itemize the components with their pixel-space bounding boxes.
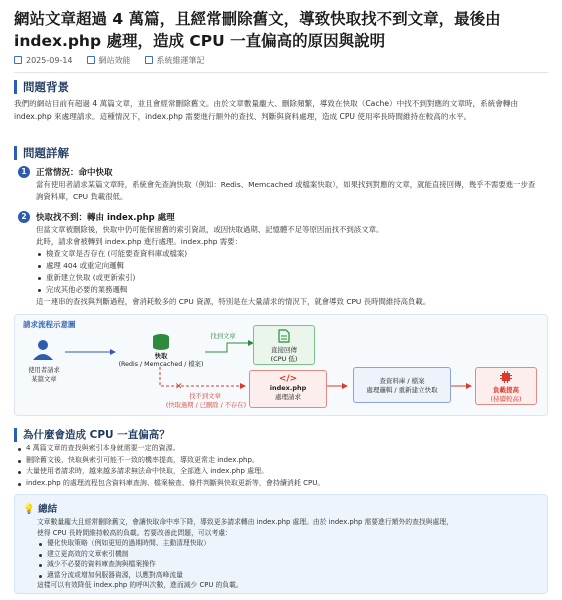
- direct-return-node: [253, 325, 315, 365]
- summary-heading: 總結: [38, 504, 58, 515]
- cpu-icon: [476, 371, 536, 386]
- summary-list: [37, 538, 537, 580]
- list-item: 檢查文章是否存在 (可能要查資料庫或檔案): [36, 248, 536, 260]
- section-background-heading: 問題背景: [14, 80, 69, 94]
- meta-tag[interactable]: 系統維運筆記: [145, 55, 205, 66]
- database-icon: [151, 333, 171, 351]
- cache-sublabel: (Redis / Memcached / 檔案): [118, 361, 204, 368]
- summary-box: [14, 494, 548, 594]
- list-item: 完成其他必要的業務邏輯: [36, 284, 536, 296]
- section-why-heading: 為什麼會造成 CPU 一直偏高？: [14, 428, 170, 442]
- step-2-title: 快取找不到：轉由 index.php 處理: [36, 213, 175, 223]
- load-label: 負載提高: [493, 386, 519, 394]
- direct-sublabel: (CPU 低): [270, 355, 298, 363]
- index-label: index.php: [269, 384, 307, 392]
- divider: [14, 72, 548, 73]
- found-label: 找到文章: [210, 333, 236, 340]
- list-item: 大量使用者請求時，越來越多請求無法命中快取，全部進入 index.php 處理。: [16, 466, 546, 478]
- list-item: 重新建立快取 (或更新索引): [36, 272, 536, 284]
- load-sublabel: (持續較高): [490, 395, 522, 403]
- database-process-node: [353, 367, 451, 403]
- step-number-1: 1: [18, 166, 30, 178]
- calendar-icon: [14, 56, 22, 64]
- list-item: 處理 404 或重定向邏輯: [36, 260, 536, 272]
- list-item: 建立更高效的文章索引機制: [37, 549, 537, 560]
- notfound-label: 找不到文章: [189, 393, 221, 400]
- request-flow-diagram: [14, 314, 548, 416]
- folder-icon: [87, 56, 95, 64]
- notfound-sublabel: (快取過期 / 已刪除 / 不存在): [165, 402, 247, 409]
- meta-category[interactable]: 網站效能: [87, 55, 131, 66]
- section-details-heading: 問題詳解: [14, 146, 69, 160]
- summary-text: 文章數量龐大且經常刪除舊文，會讓快取命中率下降，導致更多請求轉由 index.php 處理。由於 index.php 需要進行額外的查找與處理， 使得 CPU 長時間維持較高的負載。若要改善此問題，可以考慮： 優化快取策略（例如更短的過期時間、主動清理快取） 建立更高效的文章索引機制 減少不必要的資料庫查詢與檔案操作 適當分流或增加伺服器資源，以應對高峰流量 這樣可以有效降低 index.php 的呼叫次數，進而減少 CPU 的負載。: [37, 517, 537, 591]
- step-1-text: 當有使用者請求某篇文章時，系統會先查詢快取（例如：Redis、Memcached 或檔案快取），如果找到對應的文章，就能直接回傳，幾乎不需要進一步查詢資料庫，CPU 負載很低。: [36, 180, 536, 201]
- background-text: 我們的網站目前有超過 4 萬篇文章，並且會經常刪除舊文。由於文章數量龐大、刪除頻繁，導致在快取（Cache）中找不到對應的文章時，系統會轉由 index.php 來處理請求。這種情況下，index.php 需要進行額外的查找、判斷與資料處理，造成 CPU 使用率長時間維持在較高的水平。: [14, 99, 519, 121]
- list-item: index.php 的處理流程包含資料庫查詢、檔案檢查、條件判斷與快取更新等，會持續消耗 CPU。: [16, 478, 546, 490]
- db-sublabel: 處理邏輯 / 重新建立快取: [366, 386, 438, 394]
- list-item: 刪除舊文後，快取與索引可能不一致的機率提高，導致更常走 index.php。: [16, 455, 546, 467]
- lightbulb-icon: 💡: [23, 504, 35, 515]
- direct-label: 直接回傳: [271, 346, 297, 354]
- step-2-list: [36, 248, 536, 296]
- db-label: 查資料庫 / 檔案: [379, 377, 425, 385]
- cache-node: [120, 331, 202, 371]
- user-icon: [29, 339, 57, 361]
- diagram-title: 請求流程示意圖: [23, 320, 76, 329]
- list-item: 減少不必要的資料庫查詢與檔案操作: [37, 559, 537, 570]
- list-item: 適當分流或增加伺服器資源，以應對高峰流量: [37, 570, 537, 581]
- user-node: [29, 339, 57, 365]
- index-php-node: [249, 370, 327, 408]
- meta-date: 2025-09-14: [14, 56, 73, 65]
- step-2-text: 但當文章被刪除後，快取中仍可能保留舊的索引資訊，或因快取過期、記憶體不足等原因而找不到該文章。 此時，請求會被轉到 index.php 進行處理。index.php 需要： 檢查文章是否存在 (可能要查資料庫或檔案) 處理 404 或重定向邏輯 重新建立快取 (或更新索引) 完成其他必要的業務邏輯 這一連串的查找與判斷過程，會消耗較多的 CPU 資源，特別是在大量請求的情況下，就會導致 CPU 長時間維持高負載。: [36, 224, 536, 308]
- step-number-2: 2: [18, 211, 30, 223]
- list-item: 優化快取策略（例如更短的過期時間、主動清理快取）: [37, 538, 537, 549]
- summary-heading-row: [23, 501, 57, 515]
- user-label: 使用者請求 某篇文章: [28, 367, 60, 383]
- svg-text:✕: ✕: [175, 382, 183, 392]
- tag-icon: [145, 56, 153, 64]
- index-sublabel: 處理請求: [275, 393, 301, 401]
- page-title: 網站文章超過 4 萬篇，且經常刪除舊文，導致快取找不到文章，最後由 index.php 處理，造成 CPU 一直偏高的原因與說明: [14, 10, 501, 50]
- list-item: 4 萬篇文章的查找與索引本身就需要一定的資源。: [16, 443, 546, 455]
- step-1-title: 正常情況：命中快取: [36, 168, 113, 178]
- code-icon: </>: [278, 374, 298, 384]
- document-icon: [278, 329, 290, 343]
- high-load-node: [475, 367, 537, 405]
- cache-label: 快取: [154, 353, 168, 360]
- post-meta: [14, 55, 205, 66]
- why-list: [16, 443, 546, 489]
